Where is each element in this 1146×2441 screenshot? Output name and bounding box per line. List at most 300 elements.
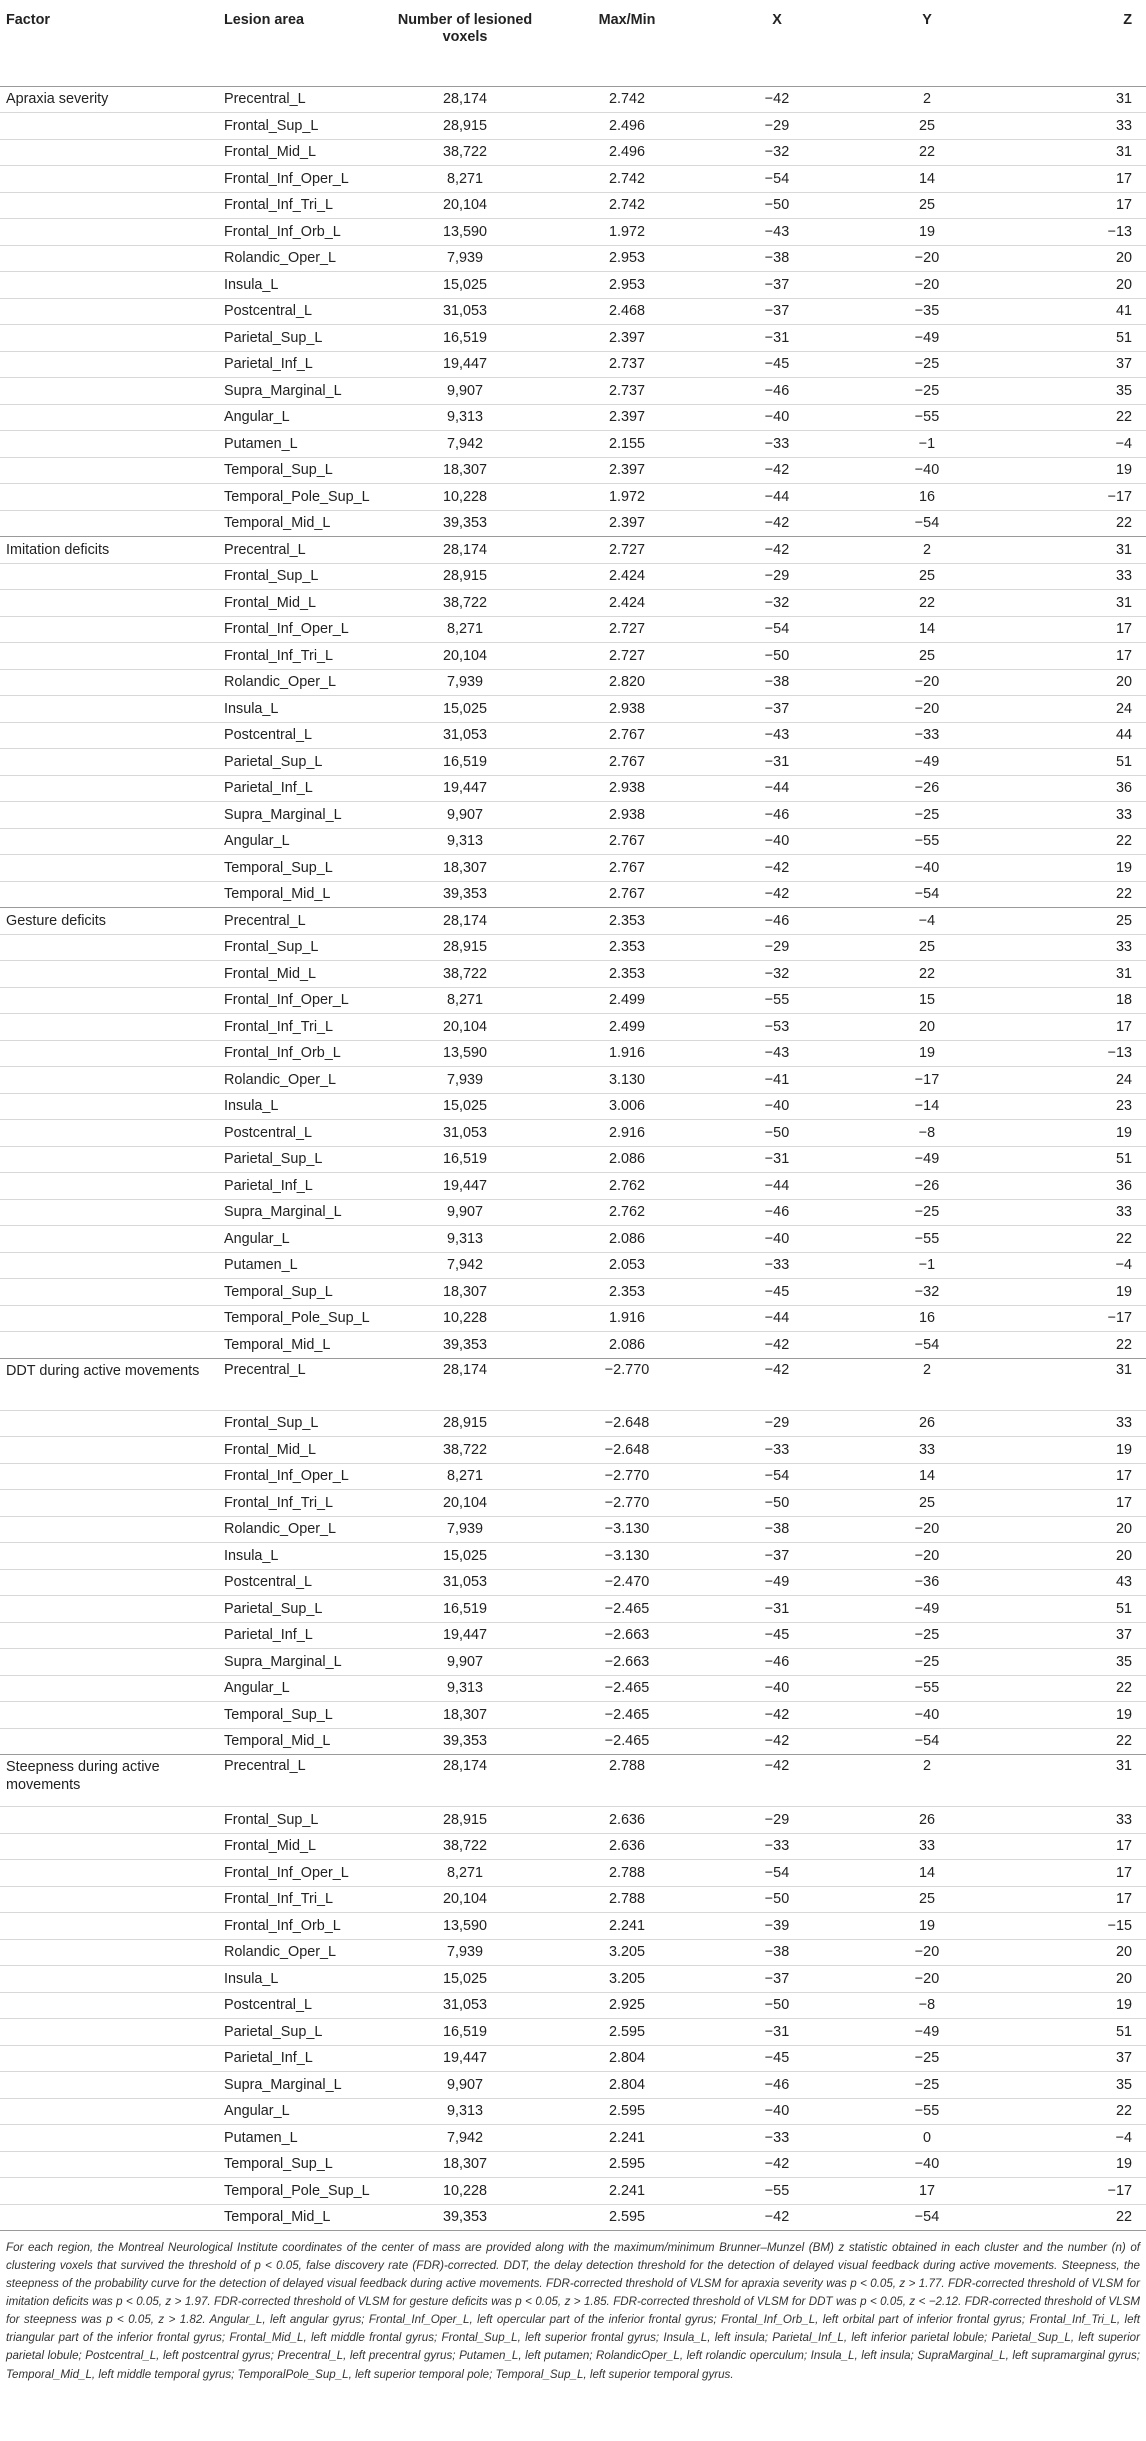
lesion-area-cell: Postcentral_L <box>224 1124 312 1141</box>
factor-cell <box>0 1807 208 1834</box>
z-cell: 31 <box>1115 144 1132 161</box>
y-cell: −20 <box>914 250 940 267</box>
z-cell: 44 <box>1115 727 1132 744</box>
factor-cell <box>0 431 208 458</box>
maxmin-cell: 2.737 <box>608 356 645 373</box>
factor-cell <box>0 219 208 246</box>
voxels-cell: 39,353 <box>442 1733 487 1750</box>
maxmin-cell: 2.353 <box>608 939 645 956</box>
lesion-area-cell: Temporal_Sup_L <box>224 1283 333 1300</box>
z-cell: 37 <box>1115 356 1132 373</box>
maxmin-cell: −2.663 <box>604 1627 650 1644</box>
factor-cell <box>0 1649 208 1676</box>
factor-cell <box>0 1886 208 1913</box>
voxels-cell: 9,907 <box>446 382 483 399</box>
factor-cell <box>0 1305 208 1332</box>
maxmin-cell: 2.499 <box>608 1018 645 1035</box>
x-cell: −45 <box>764 1283 790 1300</box>
maxmin-cell: 2.496 <box>608 117 645 134</box>
maxmin-cell: 3.205 <box>608 1970 645 1987</box>
factor-cell <box>0 590 208 617</box>
factor-cell: Steepness during active movements <box>6 1759 160 1793</box>
y-cell: −25 <box>914 2050 940 2067</box>
factor-cell <box>0 2045 208 2072</box>
voxels-cell: 13,590 <box>442 1045 487 1062</box>
lesion-area-cell: Supra_Marginal_L <box>224 382 342 399</box>
maxmin-cell: −2.470 <box>604 1574 650 1591</box>
y-cell: −25 <box>914 1653 940 1670</box>
x-cell: −53 <box>764 1018 790 1035</box>
voxels-cell: 10,228 <box>442 2182 487 2199</box>
x-cell: −38 <box>764 1944 790 1961</box>
x-cell: −42 <box>764 91 790 108</box>
table-row <box>0 166 1146 193</box>
x-cell: −55 <box>764 992 790 1009</box>
maxmin-cell: 2.742 <box>608 91 645 108</box>
y-cell: −40 <box>914 2156 940 2173</box>
x-cell: −46 <box>764 1204 790 1221</box>
maxmin-cell: 2.938 <box>608 700 645 717</box>
lesion-area-cell: Frontal_Inf_Tri_L <box>224 1494 334 1511</box>
lesion-area-cell: Frontal_Sup_L <box>224 117 319 134</box>
y-cell: −54 <box>914 2209 940 2226</box>
y-cell: −40 <box>914 462 940 479</box>
y-cell: −20 <box>914 1944 940 1961</box>
z-cell: 36 <box>1115 1177 1132 1194</box>
x-cell: −42 <box>764 1361 790 1378</box>
header-maxmin: Max/Min <box>552 6 702 86</box>
y-cell: −49 <box>914 1600 940 1617</box>
lesion-area-cell: Parietal_Sup_L <box>224 1600 323 1617</box>
voxels-cell: 18,307 <box>442 1283 487 1300</box>
x-cell: −50 <box>764 1997 790 2014</box>
table-row <box>0 1279 1146 1306</box>
maxmin-cell: 3.006 <box>608 1098 645 1115</box>
voxels-cell: 9,907 <box>446 1653 483 1670</box>
voxels-cell: 9,907 <box>446 2076 483 2093</box>
voxels-cell: 18,307 <box>442 1706 487 1723</box>
factor-cell <box>0 1966 208 1993</box>
y-cell: 33 <box>918 1838 935 1855</box>
x-cell: −43 <box>764 727 790 744</box>
voxels-cell: 28,174 <box>442 541 487 558</box>
lesion-area-cell: Insula_L <box>224 1970 279 1987</box>
factor-cell <box>0 669 208 696</box>
table-row <box>0 881 1146 908</box>
maxmin-cell: −2.465 <box>604 1600 650 1617</box>
z-cell: 20 <box>1115 1521 1132 1538</box>
voxels-cell: 19,447 <box>442 356 487 373</box>
table-row <box>0 431 1146 458</box>
z-cell: 22 <box>1115 2103 1132 2120</box>
maxmin-cell: 2.496 <box>608 144 645 161</box>
voxels-cell: 31,053 <box>442 727 487 744</box>
table-row <box>0 563 1146 590</box>
x-cell: −43 <box>764 223 790 240</box>
table-row <box>0 828 1146 855</box>
table-row <box>0 1833 1146 1860</box>
factor-cell <box>0 2098 208 2125</box>
x-cell: −54 <box>764 1468 790 1485</box>
lesion-area-cell: Frontal_Mid_L <box>224 1441 316 1458</box>
voxels-cell: 15,025 <box>442 1547 487 1564</box>
z-cell: 33 <box>1115 939 1132 956</box>
maxmin-cell: 2.727 <box>608 541 645 558</box>
voxels-cell: 18,307 <box>442 2156 487 2173</box>
voxels-cell: 19,447 <box>442 1627 487 1644</box>
table-row <box>0 1463 1146 1490</box>
maxmin-cell: 2.086 <box>608 1336 645 1353</box>
z-cell: 31 <box>1115 1758 1132 1774</box>
table-row <box>0 722 1146 749</box>
y-cell: 22 <box>918 144 935 161</box>
factor-cell <box>0 961 208 988</box>
y-cell: 25 <box>918 568 935 585</box>
maxmin-cell: −2.465 <box>604 1733 650 1750</box>
z-cell: 17 <box>1115 1494 1132 1511</box>
lesion-area-cell: Angular_L <box>224 833 290 850</box>
factor-cell <box>0 616 208 643</box>
factor-cell <box>0 1120 208 1147</box>
lesion-area-cell: Frontal_Mid_L <box>224 1838 316 1855</box>
lesion-area-cell: Precentral_L <box>224 1361 306 1378</box>
voxels-cell: 7,939 <box>446 674 483 691</box>
y-cell: 16 <box>918 488 935 505</box>
table-row <box>0 1543 1146 1570</box>
factor-cell <box>0 378 208 405</box>
factor-cell <box>0 2072 208 2099</box>
x-cell: −31 <box>764 1151 790 1168</box>
z-cell: 20 <box>1115 674 1132 691</box>
x-cell: −29 <box>764 1811 790 1828</box>
table-row <box>0 484 1146 511</box>
y-cell: −40 <box>914 859 940 876</box>
lesion-area-cell: Frontal_Sup_L <box>224 1415 319 1432</box>
x-cell: −42 <box>764 462 790 479</box>
z-cell: 17 <box>1115 647 1132 664</box>
z-cell: 33 <box>1115 1204 1132 1221</box>
x-cell: −42 <box>764 541 790 558</box>
maxmin-cell: −3.130 <box>604 1547 650 1564</box>
x-cell: −31 <box>764 753 790 770</box>
voxels-cell: 20,104 <box>442 1891 487 1908</box>
y-cell: −49 <box>914 753 940 770</box>
voxels-cell: 19,447 <box>442 1177 487 1194</box>
y-cell: 19 <box>918 1045 935 1062</box>
x-cell: −50 <box>764 1891 790 1908</box>
factor-cell: Imitation deficits <box>6 541 110 558</box>
y-cell: 14 <box>918 1468 935 1485</box>
x-cell: −42 <box>764 1706 790 1723</box>
factor-cell <box>0 696 208 723</box>
y-cell: −14 <box>914 1098 940 1115</box>
factor-cell <box>0 1199 208 1226</box>
x-cell: −37 <box>764 303 790 320</box>
factor-cell <box>0 1146 208 1173</box>
y-cell: −17 <box>914 1071 940 1088</box>
lesion-area-cell: Supra_Marginal_L <box>224 1653 342 1670</box>
x-cell: −32 <box>764 965 790 982</box>
maxmin-cell: 2.788 <box>608 1758 645 1774</box>
x-cell: −42 <box>764 859 790 876</box>
maxmin-cell: 1.972 <box>608 488 645 505</box>
lesion-area-cell: Frontal_Inf_Tri_L <box>224 197 334 214</box>
lesion-area-cell: Frontal_Sup_L <box>224 1811 319 1828</box>
y-cell: 17 <box>918 2182 935 2199</box>
y-cell: 2 <box>922 541 931 558</box>
lesion-area-cell: Frontal_Mid_L <box>224 144 316 161</box>
y-cell: −54 <box>914 1336 940 1353</box>
lesion-area-cell: Frontal_Sup_L <box>224 568 319 585</box>
z-cell: 22 <box>1115 515 1132 532</box>
voxels-cell: 7,942 <box>446 1257 483 1274</box>
y-cell: −55 <box>914 1680 940 1697</box>
voxels-cell: 15,025 <box>442 700 487 717</box>
z-cell: 31 <box>1115 1361 1132 1378</box>
y-cell: 22 <box>918 965 935 982</box>
maxmin-cell: 2.953 <box>608 250 645 267</box>
table-row <box>0 457 1146 484</box>
factor-cell <box>0 2125 208 2152</box>
table-row <box>0 1305 1146 1332</box>
y-cell: 25 <box>918 117 935 134</box>
y-cell: 14 <box>918 621 935 638</box>
maxmin-cell: 3.205 <box>608 1944 645 1961</box>
table-row <box>0 325 1146 352</box>
factor-cell <box>0 351 208 378</box>
factor-cell: Apraxia severity <box>6 91 109 108</box>
y-cell: 25 <box>918 1891 935 1908</box>
table-row <box>0 245 1146 272</box>
x-cell: −37 <box>764 1547 790 1564</box>
lesion-area-cell: Precentral_L <box>224 1758 306 1774</box>
lesion-area-cell: Temporal_Mid_L <box>224 515 331 532</box>
table-row <box>0 1913 1146 1940</box>
lesion-area-cell: Parietal_Sup_L <box>224 2023 323 2040</box>
maxmin-cell: −2.663 <box>604 1653 650 1670</box>
x-cell: −50 <box>764 197 790 214</box>
lesion-area-cell: Parietal_Inf_L <box>224 1627 313 1644</box>
x-cell: −42 <box>764 886 790 903</box>
x-cell: −42 <box>764 1758 790 1774</box>
table-row <box>0 298 1146 325</box>
voxels-cell: 7,939 <box>446 250 483 267</box>
lesion-area-cell: Frontal_Inf_Orb_L <box>224 223 341 240</box>
y-cell: 25 <box>918 647 935 664</box>
table-row <box>0 2072 1146 2099</box>
lesion-area-cell: Parietal_Sup_L <box>224 1151 323 1168</box>
voxels-cell: 15,025 <box>442 1098 487 1115</box>
lesion-area-cell: Rolandic_Oper_L <box>224 1944 336 1961</box>
voxels-cell: 28,915 <box>442 1811 487 1828</box>
z-cell: 19 <box>1115 1997 1132 2014</box>
maxmin-cell: 2.353 <box>608 1283 645 1300</box>
y-cell: −26 <box>914 1177 940 1194</box>
table-row <box>0 404 1146 431</box>
y-cell: 14 <box>918 1864 935 1881</box>
voxels-cell: 39,353 <box>442 886 487 903</box>
table-body <box>0 86 1146 2231</box>
x-cell: −45 <box>764 356 790 373</box>
x-cell: −33 <box>764 2129 790 2146</box>
y-cell: −49 <box>914 1151 940 1168</box>
x-cell: −46 <box>764 382 790 399</box>
y-cell: −55 <box>914 2103 940 2120</box>
table-row <box>0 351 1146 378</box>
z-cell: 23 <box>1115 1098 1132 1115</box>
maxmin-cell: 2.762 <box>608 1204 645 1221</box>
x-cell: −29 <box>764 117 790 134</box>
y-cell: −49 <box>914 329 940 346</box>
factor-cell <box>0 1516 208 1543</box>
x-cell: −55 <box>764 2182 790 2199</box>
x-cell: −38 <box>764 674 790 691</box>
voxels-cell: 39,353 <box>442 2209 487 2226</box>
z-cell: 22 <box>1115 1680 1132 1697</box>
maxmin-cell: 2.727 <box>608 647 645 664</box>
voxels-cell: 10,228 <box>442 1310 487 1327</box>
y-cell: 16 <box>918 1310 935 1327</box>
table-row <box>0 1966 1146 1993</box>
z-cell: 20 <box>1115 250 1132 267</box>
lesion-area-cell: Temporal_Sup_L <box>224 859 333 876</box>
maxmin-cell: 2.595 <box>608 2103 645 2120</box>
maxmin-cell: 2.595 <box>608 2209 645 2226</box>
factor-cell <box>0 113 208 140</box>
maxmin-cell: 2.397 <box>608 329 645 346</box>
lesion-area-cell: Insula_L <box>224 1098 279 1115</box>
y-cell: −55 <box>914 1230 940 1247</box>
lesion-area-cell: Precentral_L <box>224 541 306 558</box>
lesion-area-cell: Putamen_L <box>224 435 298 452</box>
table-row <box>0 139 1146 166</box>
table-row <box>0 2125 1146 2152</box>
x-cell: −33 <box>764 1838 790 1855</box>
factor-cell <box>0 1675 208 1702</box>
x-cell: −32 <box>764 144 790 161</box>
x-cell: −37 <box>764 700 790 717</box>
x-cell: −31 <box>764 329 790 346</box>
table-row <box>0 934 1146 961</box>
x-cell: −54 <box>764 621 790 638</box>
maxmin-cell: 2.636 <box>608 1838 645 1855</box>
lesion-area-cell: Temporal_Pole_Sup_L <box>224 488 370 505</box>
y-cell: 33 <box>918 1441 935 1458</box>
x-cell: −31 <box>764 2023 790 2040</box>
maxmin-cell: 2.727 <box>608 621 645 638</box>
voxels-cell: 9,313 <box>446 2103 483 2120</box>
y-cell: 19 <box>918 223 935 240</box>
factor-cell <box>0 2019 208 2046</box>
voxels-cell: 28,915 <box>442 1415 487 1432</box>
z-cell: 33 <box>1115 1415 1132 1432</box>
table-row <box>0 1886 1146 1913</box>
factor-cell <box>0 510 208 537</box>
maxmin-cell: 2.241 <box>608 2129 645 2146</box>
table-row <box>0 1358 1146 1410</box>
lesion-table <box>0 6 1146 2231</box>
lesion-area-cell: Postcentral_L <box>224 303 312 320</box>
lesion-area-cell: Frontal_Inf_Oper_L <box>224 621 349 638</box>
y-cell: 22 <box>918 594 935 611</box>
maxmin-cell: 1.916 <box>608 1045 645 1062</box>
lesion-area-cell: Insula_L <box>224 276 279 293</box>
factor-cell <box>0 139 208 166</box>
maxmin-cell: 2.241 <box>608 1917 645 1934</box>
header-z: Z <box>1002 6 1146 86</box>
header-x: X <box>702 6 852 86</box>
y-cell: −1 <box>918 1257 936 1274</box>
lesion-area-cell: Frontal_Inf_Oper_L <box>224 992 349 1009</box>
table-row <box>0 961 1146 988</box>
z-cell: 22 <box>1115 2209 1132 2226</box>
maxmin-cell: 1.916 <box>608 1310 645 1327</box>
z-cell: −4 <box>1115 435 1132 452</box>
y-cell: 2 <box>922 1361 931 1378</box>
table-row <box>0 1992 1146 2019</box>
y-cell: −25 <box>914 1627 940 1644</box>
z-cell: 19 <box>1115 1706 1132 1723</box>
maxmin-cell: 2.397 <box>608 515 645 532</box>
maxmin-cell: 2.742 <box>608 170 645 187</box>
maxmin-cell: 2.595 <box>608 2023 645 2040</box>
voxels-cell: 31,053 <box>442 1574 487 1591</box>
maxmin-cell: 2.086 <box>608 1230 645 1247</box>
lesion-area-cell: Supra_Marginal_L <box>224 806 342 823</box>
z-cell: 31 <box>1115 965 1132 982</box>
factor-cell <box>0 749 208 776</box>
maxmin-cell: 2.953 <box>608 276 645 293</box>
factor-cell <box>0 1093 208 1120</box>
z-cell: 22 <box>1115 886 1132 903</box>
z-cell: −4 <box>1115 2129 1132 2146</box>
z-cell: 17 <box>1115 1018 1132 1035</box>
maxmin-cell: 2.053 <box>608 1257 645 1274</box>
x-cell: −40 <box>764 1230 790 1247</box>
factor-cell <box>0 1437 208 1464</box>
factor-cell <box>0 1463 208 1490</box>
maxmin-cell: −2.770 <box>604 1361 650 1378</box>
y-cell: −49 <box>914 2023 940 2040</box>
maxmin-cell: 2.788 <box>608 1864 645 1881</box>
y-cell: −25 <box>914 1204 940 1221</box>
lesion-area-cell: Rolandic_Oper_L <box>224 1521 336 1538</box>
y-cell: −25 <box>914 2076 940 2093</box>
lesion-area-cell: Temporal_Mid_L <box>224 886 331 903</box>
y-cell: −20 <box>914 1970 940 1987</box>
x-cell: −49 <box>764 1574 790 1591</box>
header-lesion-area: Lesion area <box>208 6 378 86</box>
y-cell: 25 <box>918 197 935 214</box>
lesion-area-cell: Angular_L <box>224 1230 290 1247</box>
x-cell: −50 <box>764 1494 790 1511</box>
table-row <box>0 1173 1146 1200</box>
y-cell: −54 <box>914 515 940 532</box>
z-cell: 17 <box>1115 1864 1132 1881</box>
table-row <box>0 1014 1146 1041</box>
z-cell: 17 <box>1115 1891 1132 1908</box>
voxels-cell: 19,447 <box>442 2050 487 2067</box>
maxmin-cell: 2.636 <box>608 1811 645 1828</box>
z-cell: 37 <box>1115 2050 1132 2067</box>
factor-cell: Gesture deficits <box>6 912 106 929</box>
table-row <box>0 1702 1146 1729</box>
lesion-area-cell: Insula_L <box>224 1547 279 1564</box>
y-cell: −20 <box>914 1547 940 1564</box>
lesion-area-cell: Putamen_L <box>224 2129 298 2146</box>
factor-cell <box>0 1226 208 1253</box>
voxels-cell: 19,447 <box>442 780 487 797</box>
